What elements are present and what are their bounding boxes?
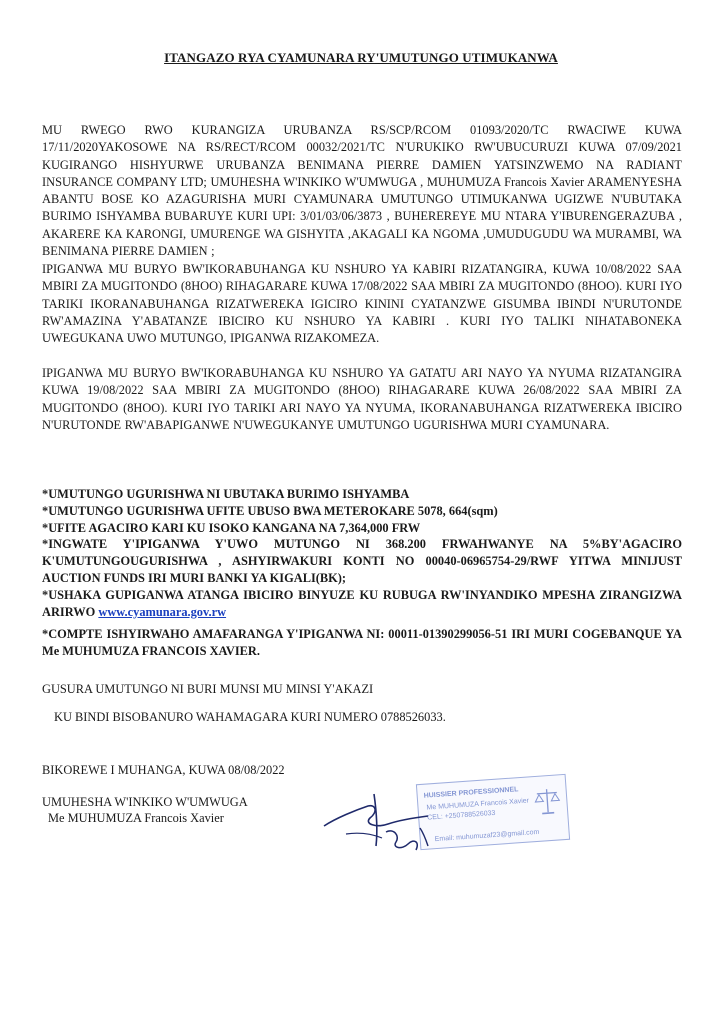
stamp-title: HUISSIER PROFESSIONNEL — [423, 786, 519, 800]
scales-of-justice-icon — [533, 785, 561, 817]
signatory-role: UMUHESHA W'INKIKO W'UMWUGA — [42, 795, 248, 809]
stamp-email: Email: muhumuzaf23@gmail.com — [434, 828, 540, 844]
notice-title: ITANGAZO RYA CYAMUNARA RY'UMUTUNGO UTIMUKANWA — [164, 50, 558, 65]
detail-deposit: *INGWATE Y'IPIGANWA Y'UWO MUTUNGO NI 368.200 FRWAHWANYE NA 5%BY'AGACIRO K'UMUTUNGOUGURISHWA , ASHYIRWAKURI KONTI NO 00040-06965754-29/RWF YITWA MINIJUST AUCTION FUNDS IRI MURI BANKI YA KIGALI(BK); — [42, 537, 682, 585]
visit-note: GUSURA UMUTUNGO NI BURI MUNSI MU MINSI Y'AKAZI — [42, 682, 374, 696]
detail-value: *UFITE AGACIRO KARI KU ISOKO KANGANA NA 7,364,000 FRW — [42, 520, 421, 535]
info-note: KU BINDI BISOBANURO WAHAMAGARA KURI NUMERO 0788526033. — [54, 710, 446, 724]
paragraph-court-ruling: MU RWEGO RWO KURANGIZA URUBANZA RS/SCP/RCOM 01093/2020/TC RWACIWE KUWA 17/11/2020YAKOSOWE NA RS/RECT/RCOM 00032/2021/TC N'URUKIKO RW'UBUCURUZI KUWA 07/09/2021 KUGIRANGO HISHYURWE URUBANZA BENIMANA PIERRE DAMIEN YATSINZWEMO NA RADIANT INSURANCE COMPANY LTD; UMUHESHA W'INKIKO W'UMWUGA , MUHUMUZA Francois Xavier ARAMENYESHA ABANTU BOSE KO AZAGURISHA MURI CYAMUNARA UMUTUNGO UTIMUKANWA UGIZWE N'UBUTAKA BURIMO ISHYAMBA BUBARUYE KURI UPI: 3/01/03/06/3873 , BUHEREREYE MU NTARA Y'IBURENGERAZUBA , AKARERE KA KARONGI, UMURENGE WA GISHYITA ,AKAGALI KA NGOMA ,UMUDUGUDU WA MURAMBI, WA BENIMANA PIERRE DAMIEN ; — [42, 123, 682, 259]
handwritten-signature — [316, 788, 466, 858]
stamp-phone: CEL: +250788526033 — [427, 809, 496, 822]
detail-bidding-text: *USHAKA GUPIGANWA ATANGA IBICIRO BINYUZE KU RUBUGA RW'INYANDIKO MPESHA ZIRANGIZWA ARIRWO — [42, 587, 682, 619]
detail-bidding — [42, 587, 682, 621]
signatory-name: Me MUHUMUZA Francois Xavier — [48, 811, 224, 825]
property-details — [42, 486, 682, 620]
paragraph-second-auction: IPIGANWA MU BURYO BW'IKORABUHANGA KU NSHURO YA KABIRI RIZATANGIRA, KUWA 10/08/2022 SAA MBIRI ZA MUGITONDO (8HOO) RIHAGARARE KUWA 17/08/2022 SAA MBIRI ZA MUGITONDO (8HOO). KURI IYO TARIKI IKORANABUHANGA RIZATWEREKA IGICIRO KININI CYATANZWE GISUMBA IBINDI N'URUTONDE RW'AMAZINA Y'ABATANZE IBICIRO KU NSHURO YA KABIRI . KURI IYO TALIKI NIHATABONEKA UWEGUKANA UWO MUTUNGO, IPIGANWA RIZAKOMEZA. — [42, 262, 682, 346]
detail-account: *COMPTE ISHYIRWAHO AMAFARANGA Y'IPIGANWA NI: 00011-01390299056-51 IRI MURI COGEBANQUE YA Me MUHUMUZA FRANCOIS XAVIER. — [42, 627, 682, 658]
detail-area: *UMUTUNGO UGURISHWA UFITE UBUSO BWA METEROKARE 5078, 664(sqm) — [42, 503, 498, 518]
stamp-name: Me MUHUMUZA Francois Xavier — [426, 797, 530, 812]
detail-property: *UMUTUNGO UGURISHWA NI UBUTAKA BURIMO ISHYAMBA — [42, 487, 410, 501]
auction-website-link[interactable]: www.cyamunara.gov.rw — [98, 604, 227, 619]
paragraph-third-auction: IPIGANWA MU BURYO BW'IKORABUHANGA KU NSHURO YA GATATU ARI NAYO YA NYUMA RIZATANGIRA KUWA 19/08/2022 SAA MBIRI ZA MUGITONDO (8HOO) RIHAGARARE KUWA 26/08/2022 SAA MBIRI ZA MUGITONDO (8HOO). KURI IYO TARIKI ARI NAYO YA NYUMA, IKORANABUHANGA RIZATWEREKA IBICIRO N'URUTONDE RW'ABAPIGANWE N'UWEGUKANYE UMUTUNGO UGURISHWA MURI CYAMUNARA. — [42, 366, 682, 432]
place-date: BIKOREWE I MUHANGA, KUWA 08/08/2022 — [42, 763, 285, 777]
